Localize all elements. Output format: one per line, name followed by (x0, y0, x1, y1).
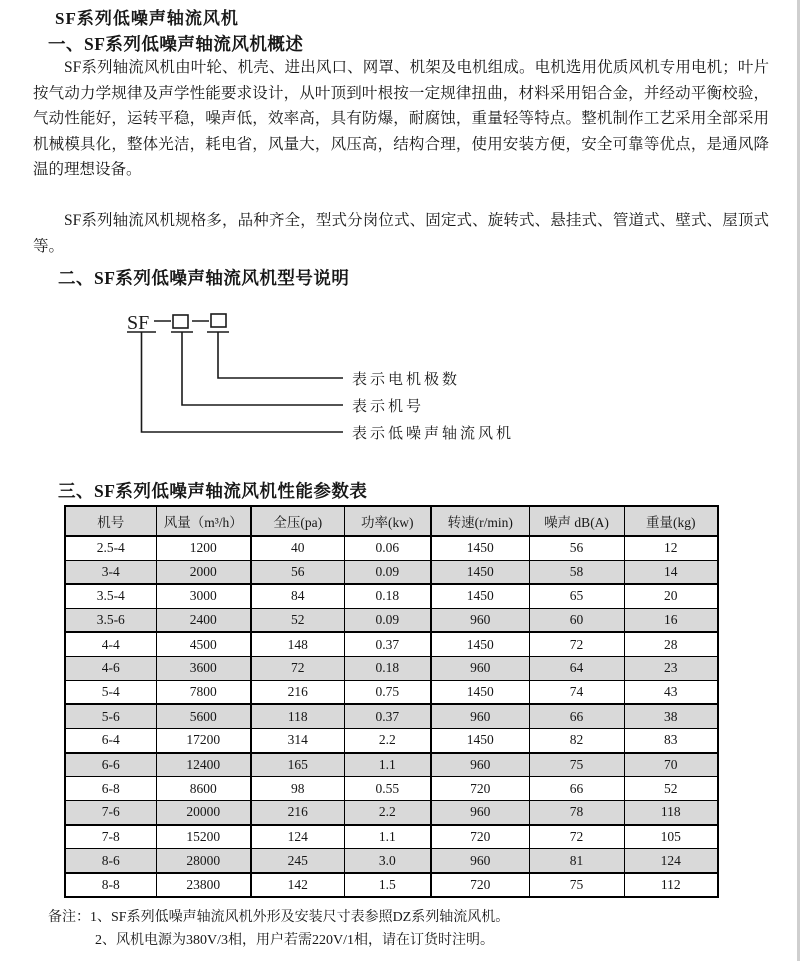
table-row (65, 729, 718, 753)
table-cell: 0.06 (344, 536, 431, 560)
table-cell: 960 (431, 753, 529, 777)
document-title: SF系列低噪声轴流风机 (55, 9, 239, 28)
table-cell: 15200 (156, 825, 251, 849)
column-header: 噪声 dB(A) (529, 506, 624, 536)
table-cell: 0.37 (344, 704, 431, 728)
table-cell: 720 (431, 873, 529, 897)
performance-table (64, 505, 719, 898)
table-cell: 2.2 (344, 801, 431, 825)
table-row (65, 584, 718, 608)
table-cell: 3.5-6 (65, 608, 156, 632)
table-cell: 960 (431, 849, 529, 873)
table-cell: 65 (529, 584, 624, 608)
table-cell: 1450 (431, 680, 529, 704)
table-cell: 28 (624, 632, 718, 656)
table-cell: 1.1 (344, 753, 431, 777)
table-cell: 72 (251, 656, 344, 680)
table-cell: 2000 (156, 560, 251, 584)
table-cell: 960 (431, 608, 529, 632)
table-cell: 3000 (156, 584, 251, 608)
table-cell: 2.2 (344, 729, 431, 753)
table-cell: 3-4 (65, 560, 156, 584)
table-cell: 0.18 (344, 584, 431, 608)
table-cell: 40 (251, 536, 344, 560)
table-cell: 8-6 (65, 849, 156, 873)
diagram-label-series-name: 表示低噪声轴流风机 (352, 426, 515, 442)
table-row (65, 873, 718, 897)
table-cell: 0.55 (344, 777, 431, 801)
table-cell: 98 (251, 777, 344, 801)
table-cell: 314 (251, 729, 344, 753)
table-cell: 3.5-4 (65, 584, 156, 608)
model-code-prefix: SF (127, 312, 150, 334)
table-cell: 17200 (156, 729, 251, 753)
table-cell: 20 (624, 584, 718, 608)
diagram-label-motor-poles: 表示电机极数 (352, 372, 461, 388)
table-cell: 245 (251, 849, 344, 873)
leader-line-poles (218, 332, 343, 378)
column-header: 转速(r/min) (431, 506, 529, 536)
table-cell: 1450 (431, 536, 529, 560)
table-cell: 84 (251, 584, 344, 608)
table-cell: 7-6 (65, 801, 156, 825)
table-cell: 6-6 (65, 753, 156, 777)
table-cell: 2400 (156, 608, 251, 632)
table-cell: 56 (251, 560, 344, 584)
column-header: 重量(kg) (624, 506, 718, 536)
table-cell: 118 (251, 704, 344, 728)
table-row (65, 560, 718, 584)
column-header: 全压(pa) (251, 506, 344, 536)
table-cell: 5-6 (65, 704, 156, 728)
table-cell: 58 (529, 560, 624, 584)
table-cell: 720 (431, 825, 529, 849)
table-cell: 6-8 (65, 777, 156, 801)
table-cell: 83 (624, 729, 718, 753)
table-cell: 142 (251, 873, 344, 897)
table-cell: 2.5-4 (65, 536, 156, 560)
column-header: 风量（m³/h） (156, 506, 251, 536)
table-cell: 1450 (431, 632, 529, 656)
table-cell: 78 (529, 801, 624, 825)
table-cell: 82 (529, 729, 624, 753)
table-cell: 56 (529, 536, 624, 560)
table-cell: 81 (529, 849, 624, 873)
table-cell: 43 (624, 680, 718, 704)
table-cell: 0.75 (344, 680, 431, 704)
leader-line-size (182, 332, 343, 405)
table-cell: 52 (624, 777, 718, 801)
table-cell: 216 (251, 680, 344, 704)
diagram-label-fan-size: 表示机号 (352, 399, 425, 415)
table-cell: 60 (529, 608, 624, 632)
table-cell: 75 (529, 753, 624, 777)
column-header: 机号 (65, 506, 156, 536)
table-cell: 1450 (431, 560, 529, 584)
column-header: 功率(kw) (344, 506, 431, 536)
model-code-diagram (115, 307, 595, 457)
table-cell: 1450 (431, 729, 529, 753)
table-cell: 66 (529, 704, 624, 728)
performance-table-head (65, 506, 718, 536)
table-cell: 38 (624, 704, 718, 728)
table-cell: 70 (624, 753, 718, 777)
table-cell: 16 (624, 608, 718, 632)
table-cell: 0.37 (344, 632, 431, 656)
table-cell: 6-4 (65, 729, 156, 753)
table-cell: 28000 (156, 849, 251, 873)
table-cell: 8600 (156, 777, 251, 801)
table-cell: 112 (624, 873, 718, 897)
table-cell: 960 (431, 656, 529, 680)
table-cell: 14 (624, 560, 718, 584)
table-cell: 3600 (156, 656, 251, 680)
table-row (65, 849, 718, 873)
table-cell: 148 (251, 632, 344, 656)
table-cell: 74 (529, 680, 624, 704)
performance-table-body (65, 536, 718, 897)
table-cell: 66 (529, 777, 624, 801)
section-overview-heading: 一、SF系列低噪声轴流风机概述 (48, 34, 304, 54)
table-cell: 72 (529, 825, 624, 849)
table-cell: 7-8 (65, 825, 156, 849)
overview-paragraph-1: SF系列轴流风机由叶轮、机壳、进出风口、网罩、机架及电机组成。电机选用优质风机专用电机；叶片按气动力学规律及声学性能要求设计，从叶顶到叶根按一定规律扭曲，材料采用铝合金，并经动平衡校验，气动性能好，运转平稳，噪声低，效率高，具有防爆，耐腐蚀，重量轻等特点。整机制作工艺采用全部采用机械模具化，整体光洁，耗电省，风量大，风压高，结构合理，使用安装方便，安全可靠等优点，是通风降温的理想设备。 (33, 59, 769, 178)
table-row (65, 825, 718, 849)
table-cell: 0.18 (344, 656, 431, 680)
table-cell: 216 (251, 801, 344, 825)
note-item-1: 1、SF系列低噪声轴流风机外形及安装尺寸表参照DZ系列轴流风机。 (90, 910, 510, 925)
table-row (65, 656, 718, 680)
notes-section (48, 906, 748, 952)
section-model-heading: 二、SF系列低噪声轴流风机型号说明 (58, 268, 350, 288)
table-cell: 960 (431, 704, 529, 728)
section-performance-heading: 三、SF系列低噪声轴流风机性能参数表 (58, 481, 368, 501)
table-row (65, 753, 718, 777)
table-cell: 5-4 (65, 680, 156, 704)
table-cell: 75 (529, 873, 624, 897)
table-cell: 4-4 (65, 632, 156, 656)
table-cell: 7800 (156, 680, 251, 704)
table-cell: 1.5 (344, 873, 431, 897)
table-cell: 8-8 (65, 873, 156, 897)
poles-placeholder-box (211, 314, 226, 327)
table-cell: 4-6 (65, 656, 156, 680)
table-row (65, 632, 718, 656)
table-cell: 124 (251, 825, 344, 849)
size-placeholder-box (173, 315, 188, 328)
table-cell: 124 (624, 849, 718, 873)
table-row (65, 608, 718, 632)
table-cell: 1200 (156, 536, 251, 560)
table-cell: 72 (529, 632, 624, 656)
table-row (65, 680, 718, 704)
table-cell: 4500 (156, 632, 251, 656)
table-cell: 3.0 (344, 849, 431, 873)
table-row (65, 536, 718, 560)
table-row (65, 777, 718, 801)
note-item-2: 2、风机电源为380V/3相，用户若需220V/1相，请在订货时注明。 (95, 933, 494, 948)
table-cell: 64 (529, 656, 624, 680)
table-cell: 0.09 (344, 608, 431, 632)
table-row (65, 801, 718, 825)
table-cell: 1450 (431, 584, 529, 608)
overview-paragraph-2: SF系列轴流风机规格多，品种齐全，型式分岗位式、固定式、旋转式、悬挂式、管道式、壁式、屋顶式等。 (33, 212, 769, 255)
table-cell: 165 (251, 753, 344, 777)
table-cell: 1.1 (344, 825, 431, 849)
table-cell: 52 (251, 608, 344, 632)
notes-label: 备注： (48, 910, 90, 925)
table-cell: 5600 (156, 704, 251, 728)
table-row (65, 704, 718, 728)
table-cell: 0.09 (344, 560, 431, 584)
table-cell: 23800 (156, 873, 251, 897)
table-cell: 12 (624, 536, 718, 560)
table-cell: 960 (431, 801, 529, 825)
table-cell: 105 (624, 825, 718, 849)
note-line-1 (48, 906, 748, 929)
table-cell: 23 (624, 656, 718, 680)
table-cell: 12400 (156, 753, 251, 777)
table-cell: 720 (431, 777, 529, 801)
table-cell: 20000 (156, 801, 251, 825)
leader-line-series (142, 332, 344, 432)
table-header-row (65, 506, 718, 536)
table-cell: 118 (624, 801, 718, 825)
